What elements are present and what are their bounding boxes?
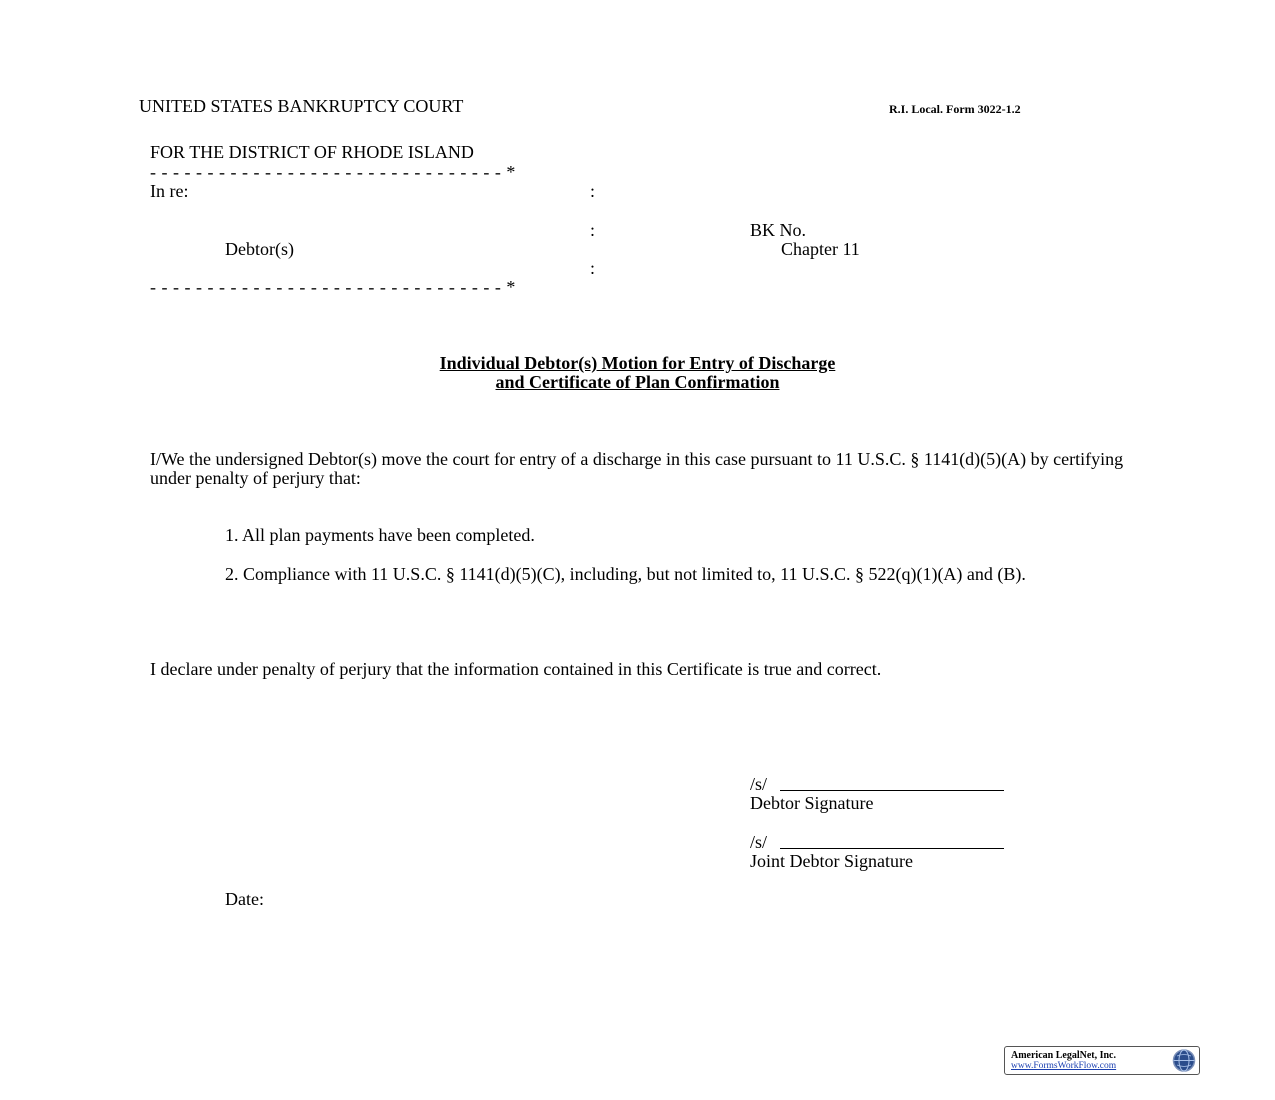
caption-colon: : [590,181,596,201]
document-title-line-2: and Certificate of Plan Confirmation [495,372,780,392]
date-label: Date: [225,889,264,909]
declaration-paragraph: I declare under penalty of perjury that the information contained in this Certificate is true and correct. [150,659,882,679]
joint-debtor-signature-label: Joint Debtor Signature [750,851,913,871]
publisher-badge[interactable] [1004,1046,1200,1075]
caption-separator-bottom: - - - - - - - - - - - - - - - - - - - - - - - - - - - - - - - * [150,277,516,297]
debtor-signature-prefix: /s/ [750,774,768,794]
caption-colon: : [590,220,596,240]
certification-item-2: 2. Compliance with 11 U.S.C. § 1141(d)(5)(C), including, but not limited to, 11 U.S.C. § 522(q)(1)(A) and (B). [225,564,1026,584]
debtor-signature-label: Debtor Signature [750,793,874,813]
publisher-link[interactable]: www.FormsWorkFlow.com [1011,1061,1117,1071]
district-name: FOR THE DISTRICT OF RHODE ISLAND [150,142,474,162]
in-re-label: In re: [150,181,189,201]
caption-colon: : [590,258,596,278]
globe-icon [1171,1048,1197,1073]
document-title-line-1: Individual Debtor(s) Motion for Entry of Discharge [439,353,836,373]
court-name: UNITED STATES BANKRUPTCY COURT [139,96,464,116]
chapter-label: Chapter 11 [781,239,860,259]
debtor-signature-line[interactable] [780,790,1004,791]
bk-number-label: BK No. [750,220,807,240]
caption-separator-top: - - - - - - - - - - - - - - - - - - - - - - - - - - - - - - - * [150,162,516,182]
joint-debtor-signature-prefix: /s/ [750,832,768,852]
certification-item-1: 1. All plan payments have been completed. [225,525,535,545]
debtors-label: Debtor(s) [225,239,294,259]
intro-paragraph: I/We the undersigned Debtor(s) move the court for entry of a discharge in this case pursuant to 11 U.S.C. § 1141(d)(5)(A) by certifying under penalty of perjury that: [150,449,1124,488]
publisher-name: American LegalNet, Inc. [1011,1050,1116,1061]
form-number: R.I. Local. Form 3022-1.2 [889,102,1021,116]
joint-debtor-signature-line[interactable] [780,848,1004,849]
